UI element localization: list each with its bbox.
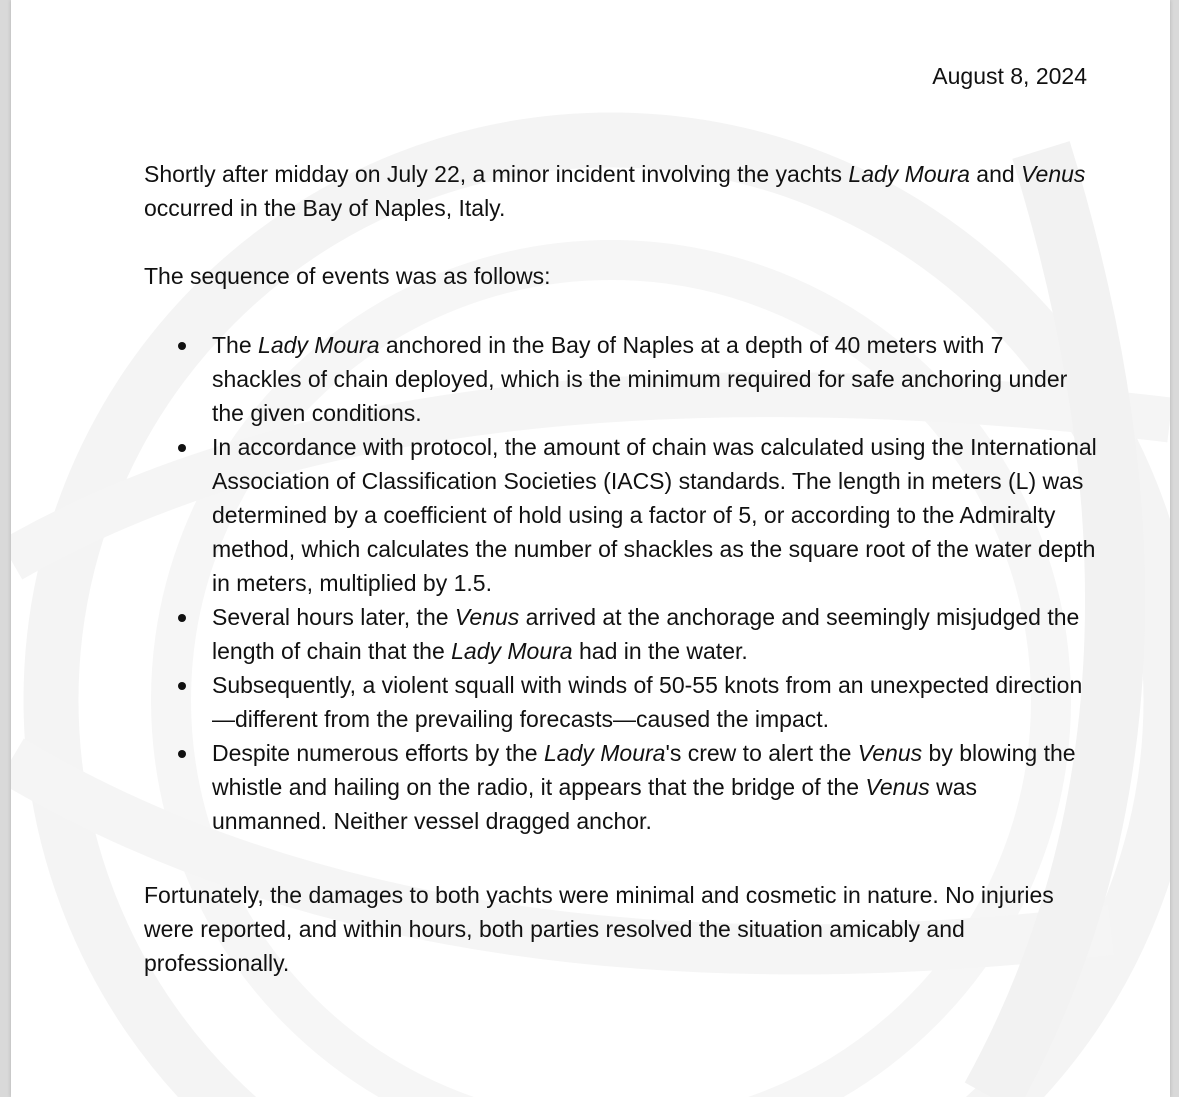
- intro-text-2: and: [969, 161, 1022, 187]
- event-item-4: [212, 668, 1097, 736]
- intro-text-3: occurred in the Bay of Naples, Italy.: [144, 195, 506, 221]
- sequence-intro: The sequence of events was as follows:: [144, 263, 551, 289]
- event-item-1: [212, 328, 1097, 430]
- event-3-text-1: Several hours later, the: [212, 604, 455, 630]
- event-1-italic-1: Lady Moura: [258, 332, 380, 358]
- event-5-text-3: by blowing the whistle and hailing on the radio, it appears that the bridge of the: [212, 740, 1076, 800]
- event-3-text-3: had in the water.: [572, 638, 748, 664]
- event-1-text-1: The: [212, 332, 259, 358]
- event-item-2: [212, 430, 1097, 600]
- event-1-text-2: anchored in the Bay of Naples at a depth of 40 meters with 7 shackles of chain deployed, which is the minimum required for safe anchoring under the given conditions.: [212, 332, 1068, 426]
- event-3-italic-2: Lady Moura: [451, 638, 573, 664]
- event-item-3: [212, 600, 1097, 668]
- event-5-italic-2: Venus: [857, 740, 923, 766]
- events-list: [212, 328, 1097, 838]
- yacht-name-lady-moura: Lady Moura: [848, 161, 970, 187]
- closing-paragraph: Fortunately, the damages to both yachts were minimal and cosmetic in nature. No injuries were reported, and within hours, both parties resolved the situation amicably and professionally.: [144, 882, 1054, 976]
- event-5-text-2: 's crew to alert the: [665, 740, 858, 766]
- intro-paragraph: [144, 157, 1094, 225]
- event-5-text-1: Despite numerous efforts by the: [212, 740, 544, 766]
- yacht-name-venus: Venus: [1021, 161, 1086, 187]
- intro-text-1: Shortly after midday on July 22, a minor incident involving the yachts: [144, 161, 849, 187]
- event-2-text-1: In accordance with protocol, the amount of chain was calculated using the International Association of Classification Societies (IACS) standards. The length in meters (L) was determined by a coefficient of hold using a factor of 5, or according to the Admiralty method, which calculates the number of shackles as the square root of the water depth in meters, multiplied by 1.5.: [212, 434, 1097, 596]
- event-3-text-2: arrived at the anchorage and seemingly misjudged the length of chain that the: [212, 604, 1080, 664]
- event-4-text-1: Subsequently, a violent squall with winds of 50-55 knots from an unexpected direction—different from the prevailing forecasts—caused the impact.: [212, 672, 1083, 732]
- event-5-italic-3: Venus: [865, 774, 930, 800]
- event-5-italic-1: Lady Moura: [543, 740, 666, 766]
- document-page: [11, 0, 1170, 1097]
- letter-date: August 8, 2024: [932, 63, 1087, 89]
- letter-body: [11, 0, 1170, 1097]
- event-item-5: [212, 736, 1097, 838]
- event-5-text-4: was unmanned. Neither vessel dragged anchor.: [212, 774, 978, 834]
- event-3-italic-1: Venus: [454, 604, 520, 630]
